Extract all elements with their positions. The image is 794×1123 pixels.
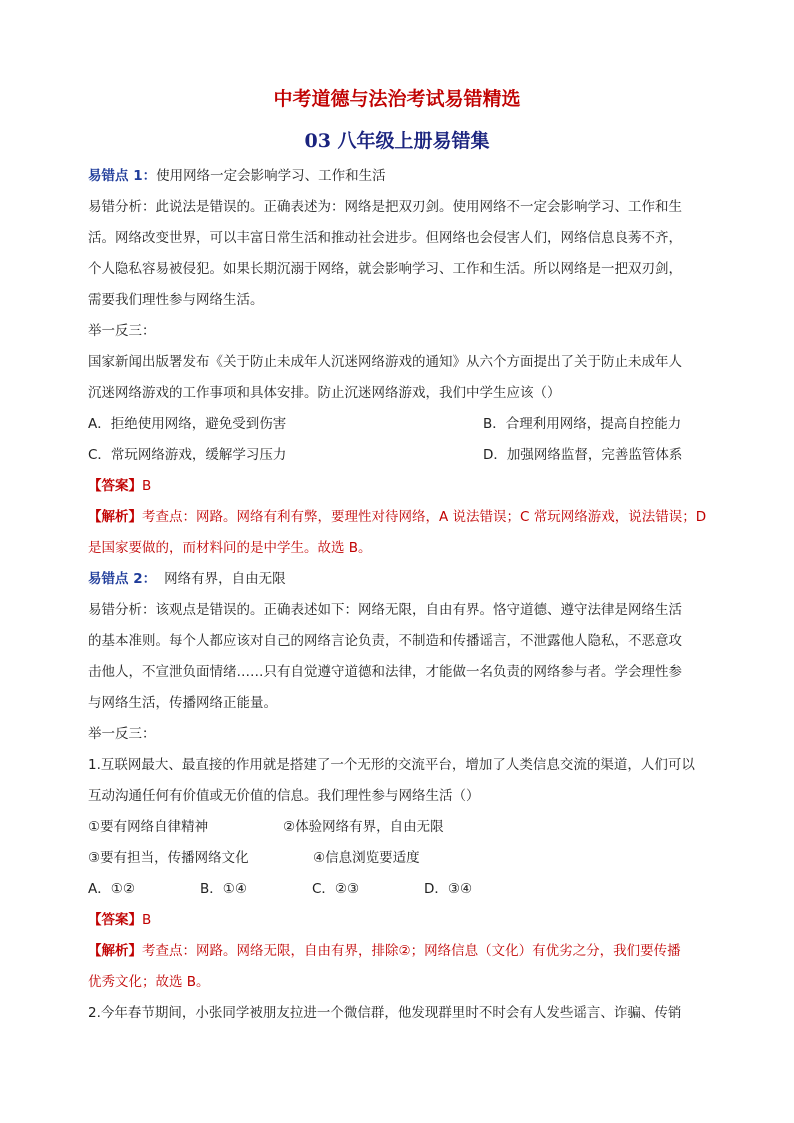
- section2-items-row: [88, 848, 420, 868]
- section2-choices-row: [88, 879, 473, 899]
- section1-question-line: 国家新闻出版署发布《关于防止未成年人沉迷网络游戏的通知》从六个方面提出了关于防止未成年人: [88, 354, 682, 370]
- item-3: ③要有担当，传播网络文化: [88, 850, 249, 866]
- explain-tag: 【解析】: [88, 509, 142, 525]
- explain-text: 考查点：网路。网络无限，自由有界，排除②；网络信息（文化）有优劣之分，我们要传播: [142, 943, 681, 959]
- page-title: 中考道德与法治考试易错精选: [273, 88, 521, 110]
- section2-example-label: 举一反三：: [88, 726, 156, 742]
- section2-analysis-line: 与网络生活，传播网络正能量。: [88, 695, 277, 711]
- option-b: B．合理利用网络，提高自控能力: [483, 416, 682, 432]
- choice-c: C．②③: [312, 881, 360, 897]
- section1-analysis-line: 活。网络改变世界，可以丰富日常生活和推动社会进步。但网络也会侵害人们，网络信息良莠不齐，: [88, 230, 682, 246]
- section1-heading: [88, 166, 386, 186]
- section2-answer: [88, 910, 151, 930]
- answer-value: B: [142, 478, 152, 494]
- section1-analysis-line: 需要我们理性参与网络生活。: [88, 292, 264, 308]
- section2-heading-text: 网络有界，自由无限: [164, 571, 286, 587]
- section2-analysis-line: 击他人，不宣泄负面情绪……只有自觉遵守道德和法律，才能做一名负责的网络参与者。学会理性参: [88, 664, 682, 680]
- section2-explain-line: [88, 941, 681, 961]
- section1-analysis-line: 个人隐私容易被侵犯。如果长期沉溺于网络，就会影响学习、工作和生活。所以网络是一把双刃剑，: [88, 261, 682, 277]
- section1-heading-text: 使用网络一定会影响学习、工作和生活: [156, 168, 386, 184]
- item-4: ④信息浏览要适度: [313, 850, 420, 866]
- option-a: A．拒绝使用网络，避免受到伤害: [88, 416, 287, 432]
- section2-explain-line: 优秀文化；故选 B。: [88, 974, 210, 990]
- section2-question-line: 1.互联网最大、最直接的作用就是搭建了一个无形的交流平台，增加了人类信息交流的渠道，人们可以: [88, 757, 695, 773]
- choice-d: D．③④: [424, 881, 473, 897]
- section1-question-line: 沉迷网络游戏的工作事项和具体安排。防止沉迷网络游戏，我们中学生应该（）: [88, 385, 561, 401]
- option-d: D．加强网络监督，完善监管体系: [483, 447, 683, 463]
- section2-analysis-line: 的基本准则。每个人都应该对自己的网络言论负责，不制造和传播谣言，不泄露他人隐私，不恶意攻: [88, 633, 682, 649]
- page-subtitle: 03 八年级上册易错集: [304, 130, 490, 152]
- section1-answer: [88, 476, 151, 496]
- section2-question-line: 互动沟通任何有价值或无价值的信息。我们理性参与网络生活（）: [88, 788, 480, 804]
- item-2: ②体验网络有界，自由无限: [283, 819, 444, 835]
- section1-analysis-line: 易错分析：此说法是错误的。正确表述为：网络是把双刃剑。使用网络不一定会影响学习、工作和生: [88, 199, 682, 215]
- section1-options-row: [88, 445, 683, 465]
- answer-value: B: [142, 912, 152, 928]
- section2-heading: [88, 569, 286, 589]
- section2-analysis-line: 易错分析：该观点是错误的。正确表述如下：网络无限，自由有界。恪守道德、遵守法律是网络生活: [88, 602, 682, 618]
- section1-label: 易错点 1：: [88, 168, 157, 184]
- section2-label: 易错点 2：: [88, 571, 157, 587]
- section1-explain-line: [88, 507, 706, 527]
- section2-items-row: [88, 817, 444, 837]
- answer-tag: 【答案】: [88, 912, 142, 928]
- answer-tag: 【答案】: [88, 478, 142, 494]
- section1-example-label: 举一反三：: [88, 323, 156, 339]
- option-c: C．常玩网络游戏，缓解学习压力: [88, 447, 287, 463]
- explain-text: 考查点：网路。网络有利有弊，要理性对待网络，A 说法错误；C 常玩网络游戏，说法错误；D: [142, 509, 707, 525]
- choice-a: A．①②: [88, 881, 135, 897]
- section1-options-row: [88, 414, 682, 434]
- item-1: ①要有网络自律精神: [88, 819, 209, 835]
- choice-b: B．①④: [200, 881, 247, 897]
- explain-tag: 【解析】: [88, 943, 142, 959]
- section2-question2-line: 2.今年春节期间，小张同学被朋友拉进一个微信群，他发现群里时不时会有人发些谣言、诈骗、传销: [88, 1005, 682, 1021]
- section1-explain-line: 是国家要做的，而材料问的是中学生。故选 B。: [88, 540, 372, 556]
